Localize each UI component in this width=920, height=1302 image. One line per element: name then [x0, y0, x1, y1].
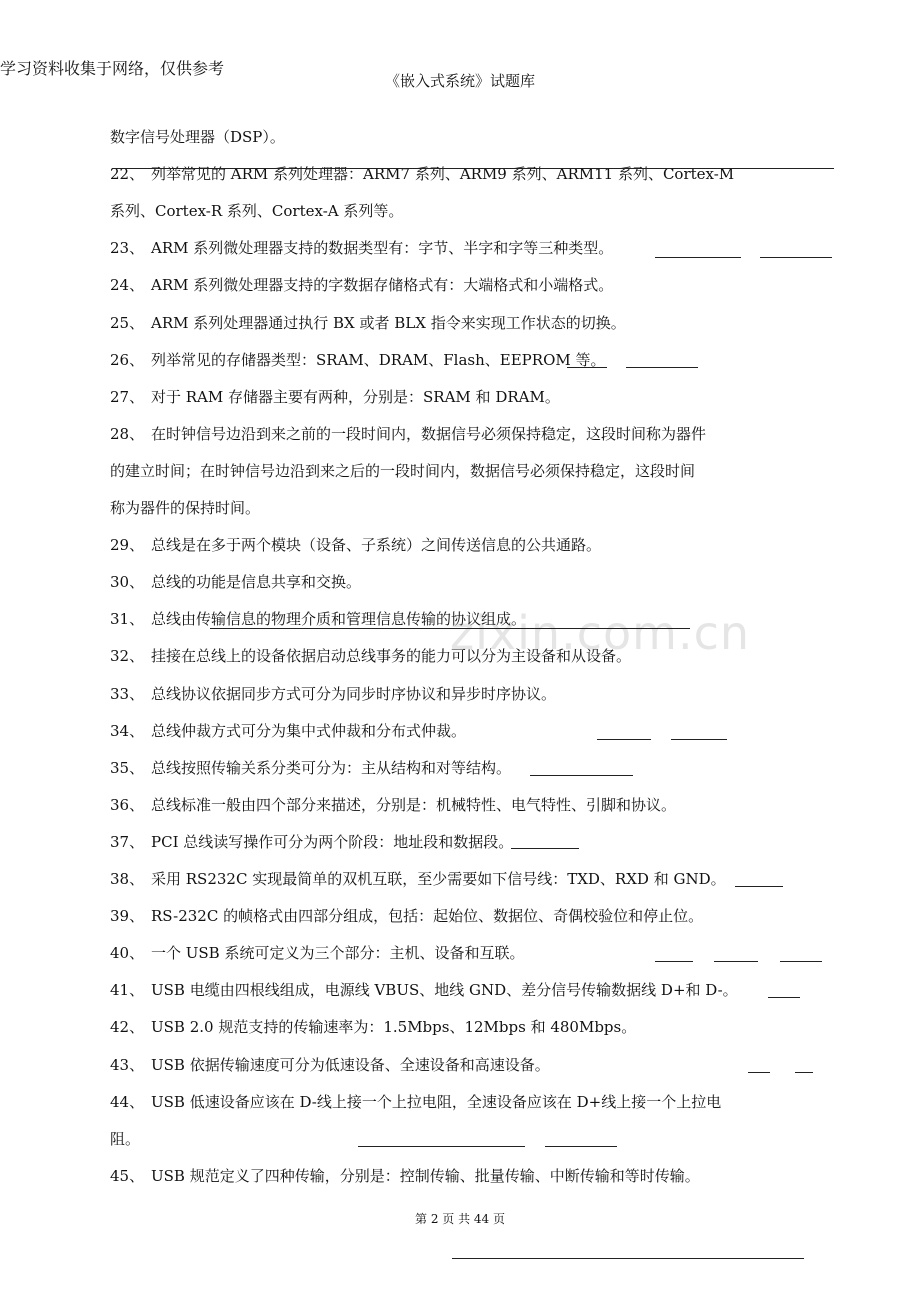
question-line: [110, 1128, 140, 1150]
underline-rule: [530, 775, 633, 776]
question-line: [110, 460, 695, 482]
question-text: 在时钟信号边沿到来之前的一段时间内，数据信号必须保持稳定，这段时间称为器件: [151, 425, 707, 443]
underline-rule: [210, 628, 690, 629]
question-text: 列举常见的 ARM 系列处理器：ARM7 系列、ARM9 系列、ARM11 系列、Cortex-M: [151, 165, 735, 183]
question-text: 总线是在多于两个模块（设备、子系统）之间传送信息的公共通路。: [151, 536, 602, 554]
question-text: USB 电缆由四根线组成，电源线 VBUS、地线 GND、差分信号传输数据线 D+和 D-。: [151, 981, 738, 999]
question-text: ARM 系列微处理器支持的字数据存储格式有：大端格式和小端格式。: [151, 276, 614, 294]
question-text: 的建立时间；在时钟信号边沿到来之后的一段时间内，数据信号必须保持稳定，这段时间: [110, 462, 696, 480]
question-line: [110, 349, 606, 371]
question-number: 28、: [110, 425, 145, 443]
question-line: [110, 794, 676, 816]
question-number: 22、: [110, 165, 145, 183]
question-number: 35、: [110, 759, 145, 777]
question-text: 采用 RS232C 实现最简单的双机互联，至少需要如下信号线：TXD、RXD 和 GND。: [151, 870, 726, 888]
question-number: 23、: [110, 239, 145, 257]
underline-rule: [768, 997, 800, 998]
underline-rule: [671, 739, 727, 740]
underline-rule: [795, 1072, 813, 1073]
underline-rule: [545, 1146, 617, 1147]
underline-rule: [655, 257, 741, 258]
question-line: [110, 1091, 721, 1113]
question-line: [110, 1165, 700, 1187]
question-number: 24、: [110, 276, 145, 294]
underline-rule: [511, 848, 579, 849]
question-line: [110, 905, 703, 927]
underline-rule: [597, 739, 651, 740]
question-line: [110, 423, 706, 445]
underline-rule: [626, 367, 698, 368]
question-number: 45、: [110, 1167, 145, 1185]
question-number: 37、: [110, 833, 145, 851]
question-number: 36、: [110, 796, 145, 814]
question-line: [110, 274, 613, 296]
question-text: 总线按照传输关系分类可分为：主从结构和对等结构。: [151, 759, 512, 777]
question-text: 称为器件的保持时间。: [110, 499, 261, 517]
question-line: [110, 497, 260, 519]
underline-rule: [655, 961, 693, 962]
underline-rule: [735, 886, 783, 887]
question-line: [110, 312, 626, 334]
question-text: ARM 系列处理器通过执行 BX 或者 BLX 指令来实现工作状态的切换。: [151, 314, 626, 332]
question-text: 对于 RAM 存储器主要有两种，分别是：SRAM 和 DRAM。: [151, 388, 560, 406]
underline-rule: [567, 367, 607, 368]
question-line: [110, 720, 466, 742]
question-text: USB 2.0 规范支持的传输速率为：1.5Mbps、12Mbps 和 480Mbps。: [151, 1018, 637, 1036]
document-title: 《嵌入式系统》试题库: [384, 72, 535, 90]
question-number: 29、: [110, 536, 145, 554]
question-text: ARM 系列微处理器支持的数据类型有：字节、半字和字等三种类型。: [151, 239, 614, 257]
question-number: 30、: [110, 573, 145, 591]
question-text: RS-232C 的帧格式由四部分组成，包括：起始位、数据位、奇偶校验位和停止位。: [151, 907, 704, 925]
question-text: 阻。: [110, 1130, 141, 1148]
top-watermark-text: 学习资料收集于网络，仅供参考: [0, 59, 225, 78]
underline-rule: [748, 1072, 770, 1073]
question-number: 38、: [110, 870, 145, 888]
question-text: 总线标准一般由四个部分来描述，分别是：机械特性、电气特性、引脚和协议。: [151, 796, 677, 814]
question-line: [110, 126, 285, 148]
question-number: 44、: [110, 1093, 145, 1111]
question-number: 27、: [110, 388, 145, 406]
question-text: 数字信号处理器（DSP）。: [110, 128, 285, 146]
page-footer: 第 2 页 共 44 页: [415, 1212, 505, 1226]
question-number: 39、: [110, 907, 145, 925]
question-line: [110, 237, 613, 259]
question-text: 总线由传输信息的物理介质和管理信息传输的协议组成。: [151, 610, 527, 628]
question-line: [110, 163, 734, 185]
question-text: 总线的功能是信息共享和交换。: [151, 573, 362, 591]
underline-rule: [452, 1258, 804, 1259]
question-line: [110, 757, 511, 779]
center-watermark: zixin.com.cn: [450, 606, 751, 660]
question-number: 32、: [110, 647, 145, 665]
question-number: 41、: [110, 981, 145, 999]
question-text: USB 依据传输速度可分为低速设备、全速设备和高速设备。: [151, 1056, 550, 1074]
underline-rule: [714, 961, 758, 962]
underline-rule: [112, 168, 834, 169]
question-line: [110, 571, 361, 593]
question-number: 33、: [110, 685, 145, 703]
question-line: [110, 683, 556, 705]
question-number: 26、: [110, 351, 145, 369]
question-text: 总线仲裁方式可分为集中式仲裁和分布式仲裁。: [151, 722, 467, 740]
question-text: USB 规范定义了四种传输，分别是：控制传输、批量传输、中断传输和等时传输。: [151, 1167, 700, 1185]
question-number: 25、: [110, 314, 145, 332]
question-line: [110, 1016, 636, 1038]
underline-rule: [760, 257, 832, 258]
question-line: [110, 200, 403, 222]
question-number: 31、: [110, 610, 145, 628]
question-line: [110, 868, 726, 890]
question-line: [110, 1054, 550, 1076]
question-text: USB 低速设备应该在 D-线上接一个上拉电阻，全速设备应该在 D+线上接一个上拉电: [151, 1093, 722, 1111]
question-line: [110, 979, 738, 1001]
question-number: 34、: [110, 722, 145, 740]
question-text: 系列、Cortex-R 系列、Cortex-A 系列等。: [110, 202, 404, 220]
question-text: 挂接在总线上的设备依据启动总线事务的能力可以分为主设备和从设备。: [151, 647, 632, 665]
question-line: [110, 386, 560, 408]
question-line: [110, 534, 601, 556]
question-number: 42、: [110, 1018, 145, 1036]
question-number: 43、: [110, 1056, 145, 1074]
question-text: 一个 USB 系统可定义为三个部分：主机、设备和互联。: [151, 944, 525, 962]
question-line: [110, 942, 524, 964]
underline-rule: [780, 961, 822, 962]
question-text: 总线协议依据同步方式可分为同步时序协议和异步时序协议。: [151, 685, 557, 703]
question-text: PCI 总线读写操作可分为两个阶段：地址段和数据段。: [151, 833, 514, 851]
underline-rule: [358, 1146, 525, 1147]
question-text: 列举常见的存储器类型：SRAM、DRAM、Flash、EEPROM 等。: [151, 351, 606, 369]
question-number: 40、: [110, 944, 145, 962]
question-line: [110, 831, 513, 853]
